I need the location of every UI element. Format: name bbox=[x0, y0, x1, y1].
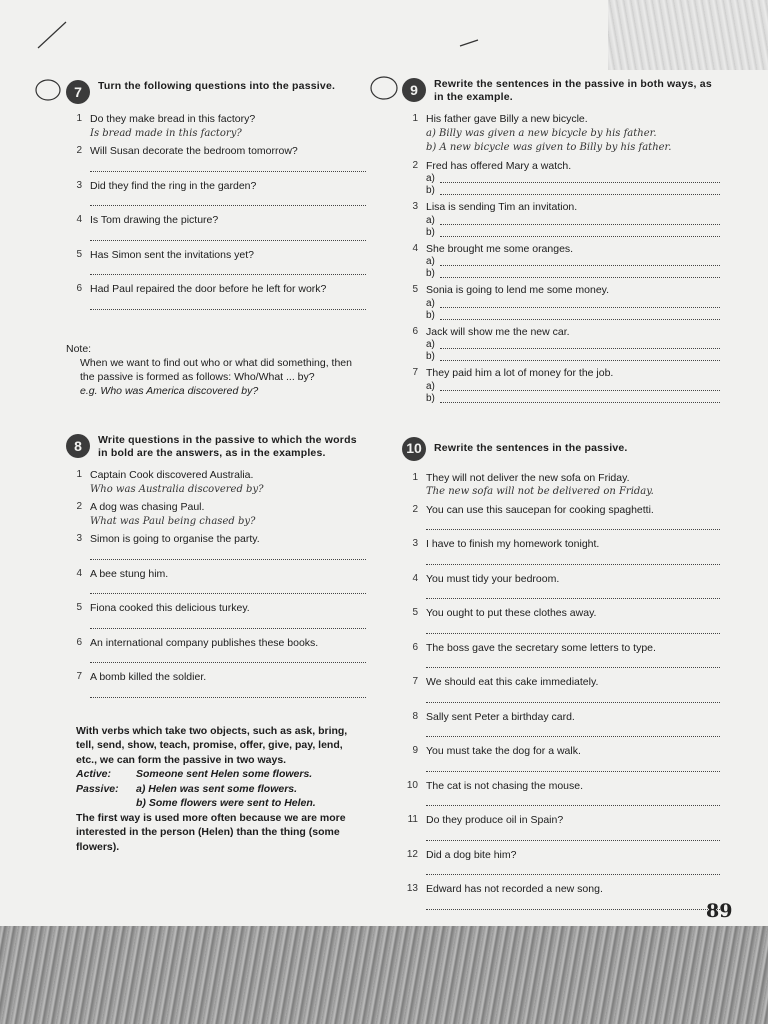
list-item: 6 The boss gave the secretary some letters to type. bbox=[402, 641, 720, 673]
list-item: 5 Sonia is going to lend me some money. a) b) bbox=[402, 283, 720, 322]
list-item: 2 Fred has offered Mary a watch. a) b) bbox=[402, 159, 720, 198]
answer-line[interactable] bbox=[426, 862, 720, 875]
exercise-10-header bbox=[402, 437, 720, 461]
exercise-8-header bbox=[66, 434, 366, 460]
pen-stroke-top-left bbox=[38, 22, 66, 48]
answer-line[interactable] bbox=[426, 897, 720, 910]
answer-line[interactable] bbox=[440, 256, 720, 266]
answer-line[interactable] bbox=[440, 215, 720, 225]
list-item: 6 Jack will show me the new car. a) b) bbox=[402, 325, 720, 364]
circle-mark-ex7 bbox=[36, 80, 60, 100]
exercise-8-badge: 8 bbox=[66, 434, 90, 458]
list-item: 4 A bee stung him. bbox=[66, 567, 366, 599]
answer-line[interactable] bbox=[440, 227, 720, 237]
list-item: 2 Will Susan decorate the bedroom tomorrow? bbox=[66, 144, 366, 176]
passive-label: Passive: bbox=[76, 782, 119, 795]
handwritten-answer: The new sofa will not be delivered on Friday. bbox=[426, 486, 654, 497]
exercise-7-badge: 7 bbox=[66, 80, 90, 104]
exercise-9-badge: 9 bbox=[402, 78, 426, 102]
answer-line[interactable] bbox=[90, 685, 366, 698]
exercise-8-list bbox=[66, 468, 366, 702]
answer-line[interactable] bbox=[90, 616, 366, 629]
note-example: e.g. Who was America discovered by? bbox=[80, 385, 259, 397]
list-item: 3 Simon is going to organise the party. bbox=[66, 532, 366, 564]
exercise-7-title: Turn the following questions into the passive. bbox=[98, 80, 336, 92]
exercise-9-title: Rewrite the sentences in the passive in both ways, as in the example. bbox=[434, 78, 712, 103]
exercise-7-header bbox=[66, 80, 366, 104]
exercise-9-header bbox=[402, 78, 720, 104]
list-item: 4 She brought me some oranges. a) b) bbox=[402, 242, 720, 281]
handwritten-answer: b) A new bicycle was given to Billy by his father. bbox=[426, 142, 672, 153]
grammar-box-active: Active: Someone sent Helen some flowers. bbox=[76, 768, 313, 780]
list-item: 1 His father gave Billy a new bicycle. a) Billy was given a new bicycle by his father. b) A new bicycle was given to Billy by his father. bbox=[402, 112, 720, 156]
answer-line[interactable] bbox=[90, 228, 366, 241]
exercise-7-list bbox=[66, 112, 366, 314]
grammar-box-outro: The first way is used more often because we are more interested in the person (Helen) than the thing (some flowers). bbox=[76, 811, 346, 853]
answer-line[interactable] bbox=[90, 159, 366, 172]
list-item: 11 Do they produce oil in Spain? bbox=[402, 813, 720, 845]
exercise-10-list bbox=[402, 471, 720, 914]
list-item: 4 Is Tom drawing the picture? bbox=[66, 213, 366, 245]
list-item: 1 Do they make bread in this factory? Is bread made in this factory? bbox=[66, 112, 366, 141]
list-item: 13 Edward has not recorded a new song. bbox=[402, 882, 720, 914]
answer-line[interactable] bbox=[426, 690, 720, 703]
answer-line[interactable] bbox=[426, 517, 720, 530]
grammar-box-intro: With verbs which take two objects, such as ask, bring, tell, send, show, teach, promise, offer, give, pay, lend, etc., we can form the passive in two ways. bbox=[76, 724, 348, 766]
answer-line[interactable] bbox=[440, 298, 720, 308]
list-item: 5 You ought to put these clothes away. bbox=[402, 606, 720, 638]
list-item: 4 You must tidy your bedroom. bbox=[402, 572, 720, 604]
list-item: 7 A bomb killed the soldier. bbox=[66, 670, 366, 702]
list-item: 3 I have to finish my homework tonight. bbox=[402, 537, 720, 569]
answer-line[interactable] bbox=[440, 381, 720, 391]
list-item: 7 They paid him a lot of money for the job. a) b) bbox=[402, 366, 720, 405]
page-number: 89 bbox=[706, 900, 733, 922]
answer-line[interactable] bbox=[90, 262, 366, 275]
answer-line[interactable] bbox=[426, 793, 720, 806]
list-item: 2 A dog was chasing Paul. What was Paul being chased by? bbox=[66, 500, 366, 529]
answer-line[interactable] bbox=[90, 547, 366, 560]
answer-line[interactable] bbox=[426, 724, 720, 737]
handwritten-answer: a) Billy was given a new bicycle by his father. bbox=[426, 127, 657, 139]
grammar-box-passive-a: Passive: a) Helen was sent some flowers. bbox=[76, 782, 298, 795]
grammar-box-passive-b: b) Some flowers were sent to Helen. bbox=[136, 797, 316, 809]
answer-line[interactable] bbox=[90, 193, 366, 206]
exercise-8-title: Write questions in the passive to which the words in bold are the answers, as in the examples. bbox=[98, 434, 357, 459]
list-item: 1 They will not deliver the new sofa on Friday. The new sofa will not be delivered on Friday. bbox=[402, 471, 720, 500]
right-column bbox=[402, 78, 720, 917]
handwritten-answer: What was Paul being chased by? bbox=[90, 515, 256, 527]
list-item: 3 Did they find the ring in the garden? bbox=[66, 179, 366, 211]
answer-line[interactable] bbox=[440, 310, 720, 320]
answer-line[interactable] bbox=[440, 351, 720, 361]
list-item: 7 We should eat this cake immediately. bbox=[402, 675, 720, 707]
answer-line[interactable] bbox=[426, 552, 720, 565]
handwritten-answer: Is bread made in this factory? bbox=[90, 127, 242, 139]
answer-line[interactable] bbox=[440, 185, 720, 195]
answer-line[interactable] bbox=[426, 586, 720, 599]
answer-line[interactable] bbox=[426, 655, 720, 668]
note-body: When we want to find out who or what did something, then the passive is formed as follows: Who/What ... by? bbox=[80, 357, 352, 383]
list-item: 2 You can use this saucepan for cooking spaghetti. bbox=[402, 503, 720, 535]
circle-mark-ex9 bbox=[371, 77, 397, 99]
note-label: Note: bbox=[66, 342, 92, 355]
note-block bbox=[66, 342, 366, 399]
answer-line[interactable] bbox=[440, 173, 720, 183]
answer-line[interactable] bbox=[426, 759, 720, 772]
answer-line[interactable] bbox=[90, 581, 366, 594]
answer-line[interactable] bbox=[440, 393, 720, 403]
grammar-box bbox=[66, 724, 366, 855]
answer-line[interactable] bbox=[440, 268, 720, 278]
left-column bbox=[66, 80, 366, 854]
list-item: 5 Has Simon sent the invitations yet? bbox=[66, 248, 366, 280]
answer-line[interactable] bbox=[90, 297, 366, 310]
list-item: 8 Sally sent Peter a birthday card. bbox=[402, 710, 720, 742]
answer-line[interactable] bbox=[440, 339, 720, 349]
answer-line[interactable] bbox=[426, 621, 720, 634]
exercise-10-title: Rewrite the sentences in the passive. bbox=[434, 441, 628, 454]
list-item: 12 Did a dog bite him? bbox=[402, 848, 720, 880]
list-item: 6 Had Paul repaired the door before he left for work? bbox=[66, 282, 366, 314]
answer-line[interactable] bbox=[90, 650, 366, 663]
list-item: 1 Captain Cook discovered Australia. Who was Australia discovered by? bbox=[66, 468, 366, 497]
exercise-9-list bbox=[402, 112, 720, 405]
list-item: 10 The cat is not chasing the mouse. bbox=[402, 779, 720, 811]
list-item: 6 An international company publishes these books. bbox=[66, 636, 366, 668]
exercise-10-badge: 10 bbox=[402, 437, 426, 461]
handwritten-answer: Who was Australia discovered by? bbox=[90, 483, 264, 495]
pen-stroke-top-middle bbox=[460, 40, 478, 46]
active-label: Active: bbox=[76, 768, 112, 780]
answer-line[interactable] bbox=[426, 828, 720, 841]
scanned-bottom-edge bbox=[0, 926, 768, 1024]
list-item: 5 Fiona cooked this delicious turkey. bbox=[66, 601, 366, 633]
list-item: 9 You must take the dog for a walk. bbox=[402, 744, 720, 776]
list-item: 3 Lisa is sending Tim an invitation. a) b) bbox=[402, 200, 720, 239]
